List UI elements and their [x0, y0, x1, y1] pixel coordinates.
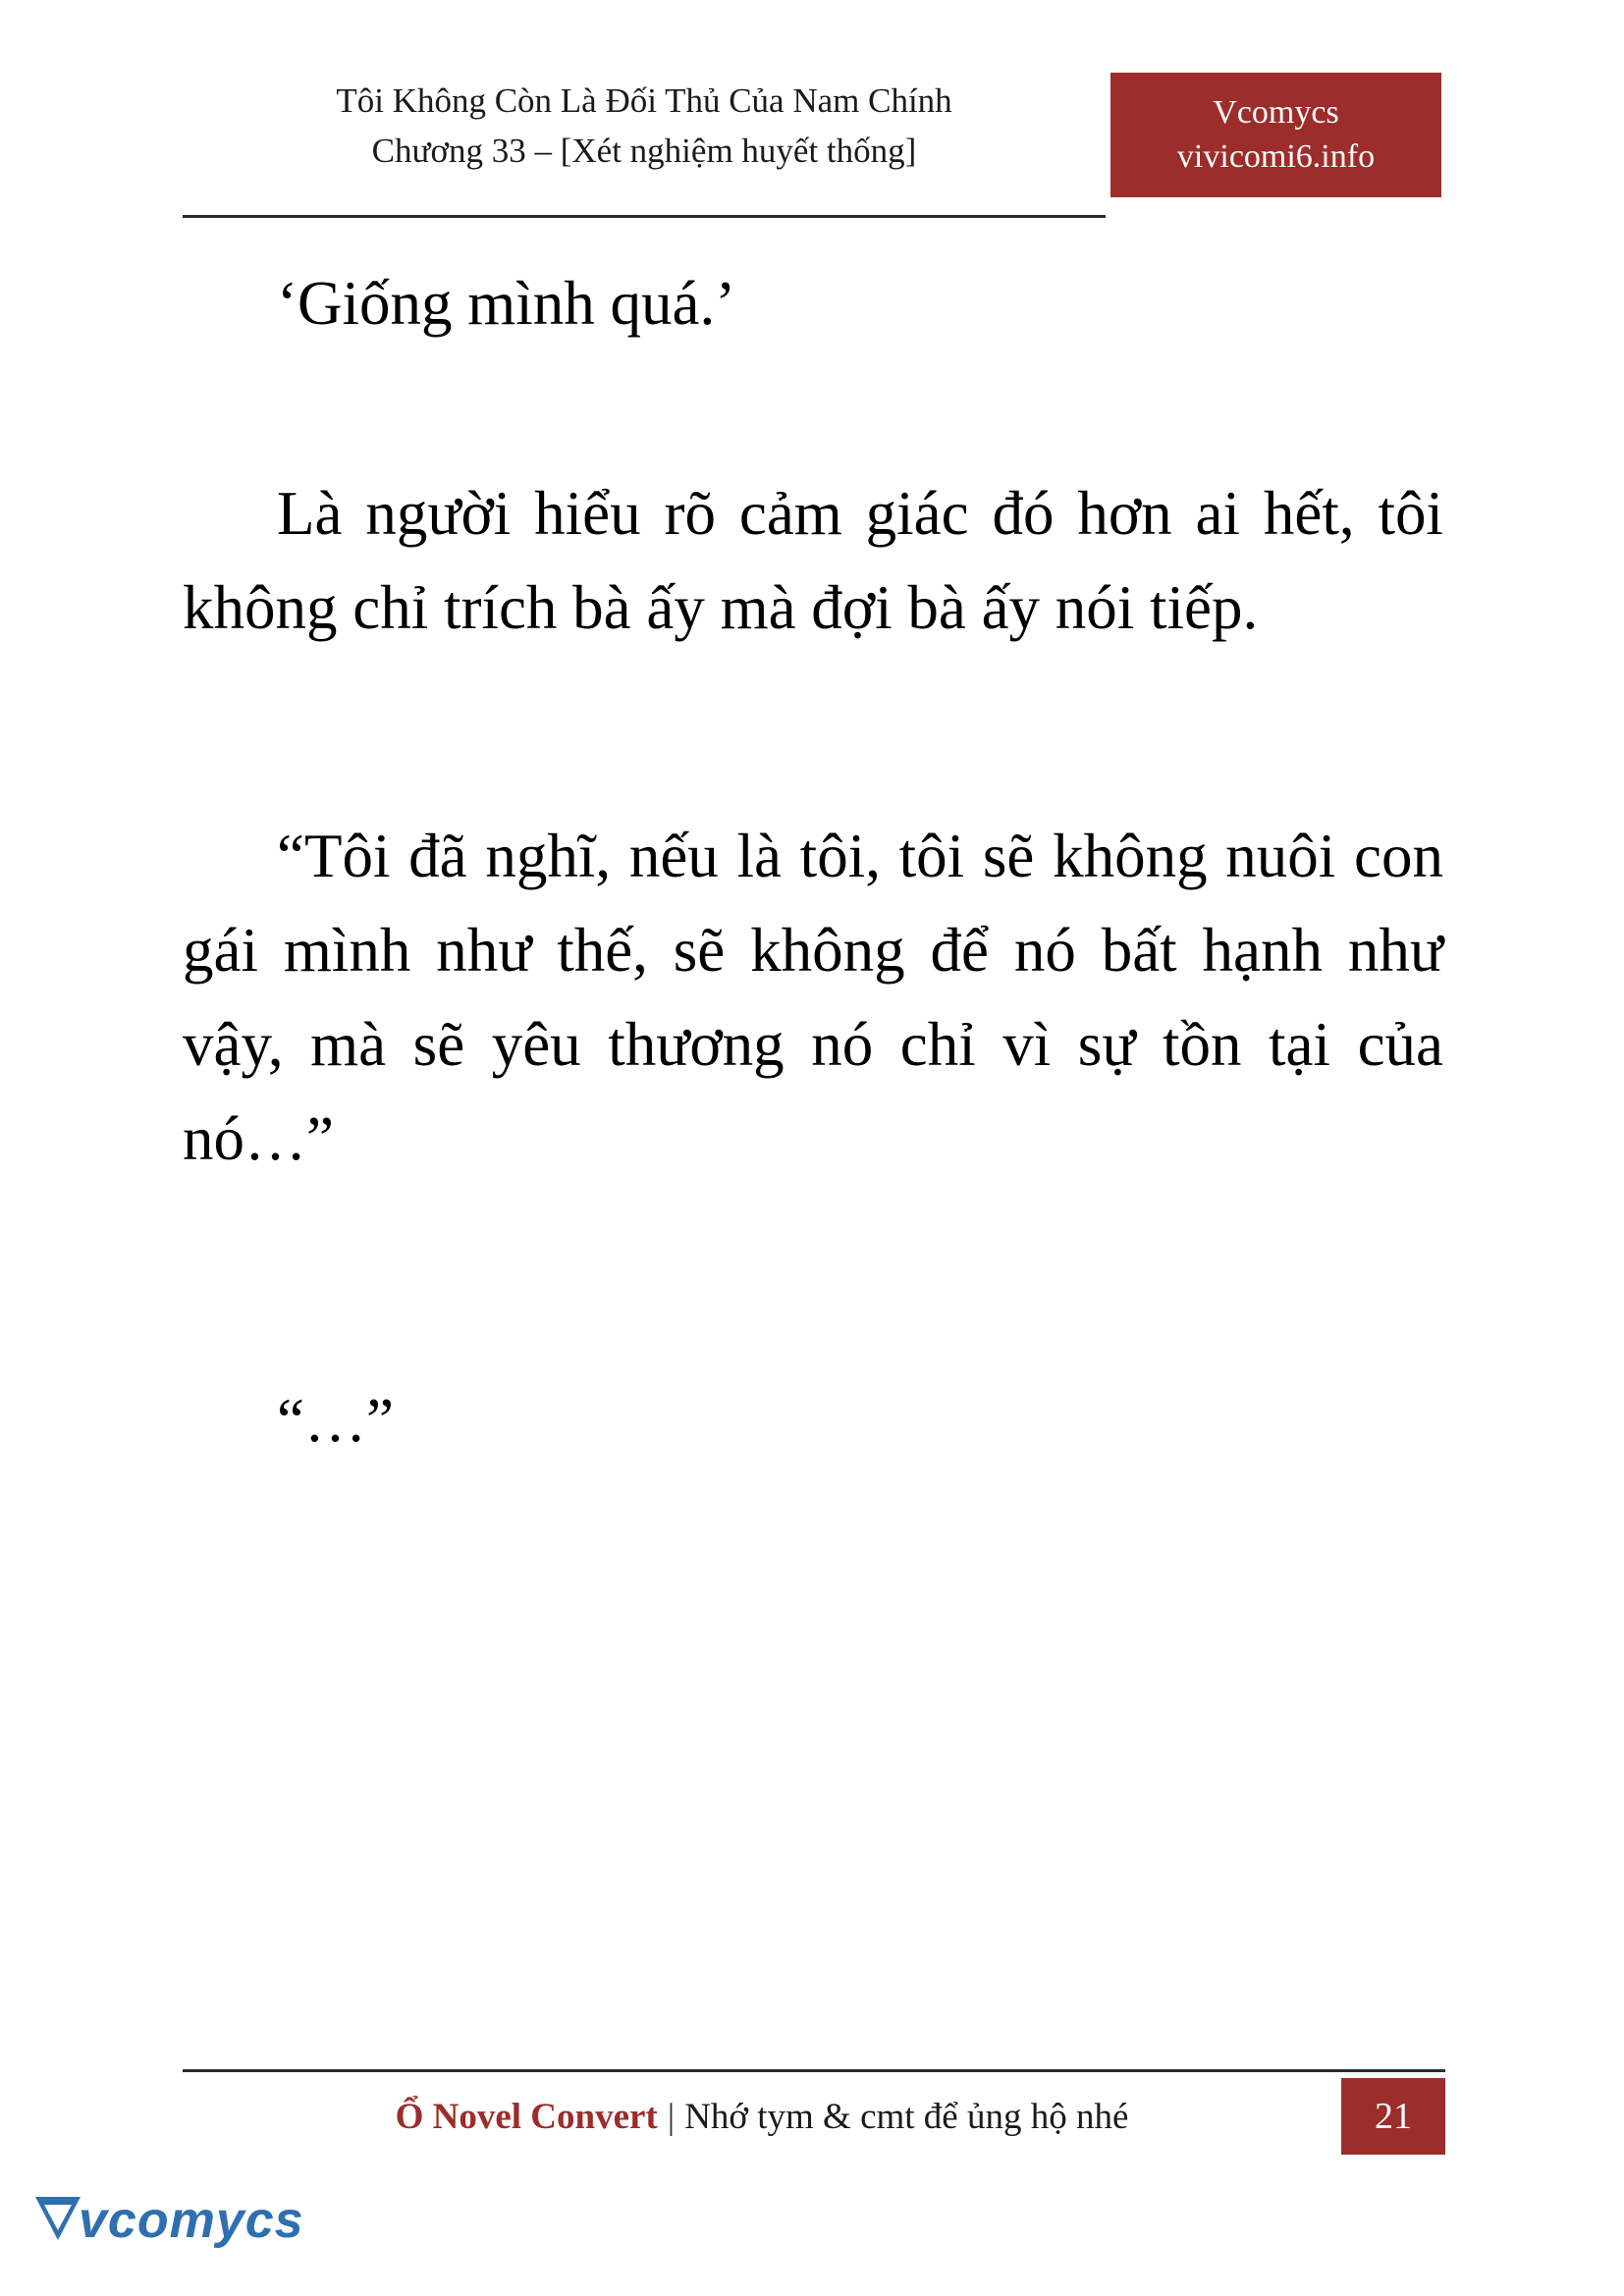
vcomycs-watermark [33, 2185, 304, 2269]
site-badge-name: Vcomycs [1213, 94, 1339, 132]
paragraph-spacer [183, 716, 1443, 810]
footer-note: Nhớ tym & cmt để ủng hộ nhé [684, 2096, 1129, 2137]
page-content [183, 257, 1443, 1529]
site-badge [1110, 73, 1441, 197]
vcomycs-logo-icon [33, 2193, 82, 2244]
book-title: Tôi Không Còn Là Đối Thủ Của Nam Chính [336, 81, 952, 120]
footer-credit [183, 2078, 1341, 2155]
paragraph-spacer [183, 412, 1443, 467]
paragraph-1: ‘Giống mình quá.’ [277, 269, 736, 338]
header-title-block [183, 77, 1106, 177]
paragraph-4: “…” [277, 1386, 394, 1456]
header-divider [183, 215, 1106, 218]
paragraph-3: “Tôi đã nghĩ, nếu là tôi, tôi sẽ không nuôi con gái mình như thế, sẽ không để nó bất hạnh như vậy, mà sẽ yêu thương nó chỉ vì sự tồn tại của nó…” [183, 822, 1443, 1173]
paragraph-2: Là người hiểu rõ cảm giác đó hơn ai hết, tôi không chỉ trích bà ấy mà đợi bà ấy nói tiếp. [183, 478, 1443, 642]
footer-brand: Ổ Novel Convert [395, 2096, 658, 2137]
page-number-badge: 21 [1341, 2078, 1445, 2155]
chapter-title: Chương 33 – [Xét nghiệm huyết thống] [371, 131, 917, 170]
footer-separator: | [667, 2096, 676, 2137]
page-footer [183, 2078, 1445, 2155]
paragraph-spacer [183, 1247, 1443, 1374]
footer-divider [183, 2069, 1445, 2072]
watermark-text: vcomycs [79, 2192, 304, 2249]
page-header [183, 77, 1441, 204]
site-badge-url: vivicomi6.info [1176, 137, 1376, 175]
